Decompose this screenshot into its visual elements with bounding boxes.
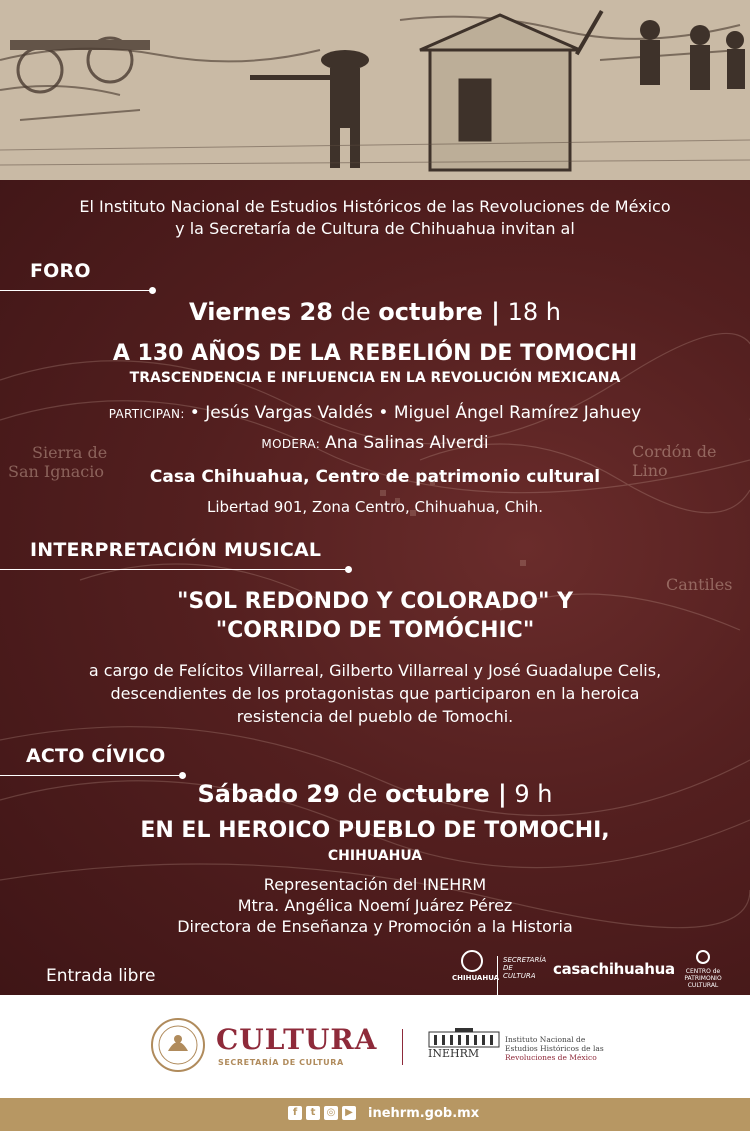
- map-label: Cordón de Lino: [632, 442, 717, 480]
- circle-icon: [696, 950, 710, 964]
- foro-day: Viernes 28: [189, 298, 333, 326]
- shield-icon: [461, 950, 483, 972]
- centro-patrimonio-text: CENTRO de PATRIMONIO CULTURAL: [684, 968, 722, 989]
- musical-songs: [0, 587, 750, 645]
- rep-line-1: Representación del INEHRM: [263, 875, 487, 894]
- cultura-logo-text: CULTURA: [216, 1023, 378, 1056]
- foro-month: octubre |: [378, 298, 500, 326]
- entrada-libre: Entrada libre: [46, 966, 156, 986]
- foro-address: Libertad 901, Zona Centro, Chihuahua, Chih.: [206, 498, 544, 516]
- civico-day: Sábado 29: [197, 780, 340, 808]
- foro-time: 18 h: [507, 298, 561, 326]
- secretaria-cultura-logo: [497, 956, 547, 995]
- engraving-illustration: [0, 0, 750, 180]
- civico-subtitle: CHIHUAHUA: [327, 848, 423, 864]
- centro-patrimonio-logo: [680, 950, 726, 990]
- website-link[interactable]: inehrm.gob.mx: [368, 1106, 480, 1121]
- inehrm-line-1: Instituto Nacional de: [505, 1035, 586, 1044]
- national-seal-icon: [150, 1017, 206, 1073]
- map-label: San Ignacio: [8, 462, 105, 481]
- song-line-2: "CORRIDO DE TOMÓCHIC": [215, 618, 535, 643]
- youtube-icon[interactable]: ▶: [342, 1106, 356, 1120]
- participants-names: • Jesús Vargas Valdés • Miguel Ángel Ramírez Jahuey: [189, 403, 642, 423]
- desc-line-3: resistencia del pueblo de Tomochi.: [236, 707, 514, 726]
- desc-line-1: a cargo de Felícitos Villarreal, Gilberto Villarreal y José Guadalupe Celis,: [88, 661, 662, 680]
- civico-representation: [0, 874, 750, 937]
- map-label: Sierra de: [32, 443, 108, 462]
- desc-line-2: descendientes de los protagonistas que participaron en la heroica: [110, 684, 640, 703]
- secretaria-cultura-text: SECRETARÍA DE CULTURA: [503, 956, 547, 980]
- inehrm-line-2: Estudios Históricos de las: [505, 1044, 604, 1053]
- footer-divider: [402, 1029, 403, 1065]
- foro-date: [0, 298, 750, 326]
- intro-line-2: y la Secretaría de Cultura de Chihuahua invitan al: [175, 219, 575, 238]
- casachihuahua-logo: casachihuahua: [553, 960, 675, 978]
- chihuahua-logo: [452, 950, 500, 990]
- foro-venue: Casa Chihuahua, Centro de patrimonio cultural: [149, 467, 601, 487]
- foro-title: A 130 AÑOS DE LA REBELIÓN DE TOMOCHI: [112, 341, 638, 366]
- section-rule: [0, 290, 152, 291]
- civico-month: octubre |: [385, 780, 507, 808]
- foro-moderator: [0, 433, 750, 453]
- map-label: Cantiles: [666, 575, 733, 594]
- section-rule: [0, 775, 182, 776]
- rep-line-3: Directora de Enseñanza y Promoción a la Historia: [177, 917, 573, 936]
- civico-title: EN EL HEROICO PUEBLO DE TOMOCHI,: [140, 818, 610, 843]
- instagram-icon[interactable]: ◎: [324, 1106, 338, 1120]
- bottom-bar: [0, 1098, 750, 1131]
- participan-label: PARTICIPAN:: [108, 407, 185, 421]
- foro-de: de: [340, 298, 371, 326]
- section-title-civico: ACTO CÍVICO: [26, 745, 166, 767]
- section-title-musical: INTERPRETACIÓN MUSICAL: [30, 539, 322, 561]
- civico-date: [0, 780, 750, 808]
- moderator-name: Ana Salinas Alverdi: [325, 433, 489, 453]
- modera-label: MODERA:: [261, 437, 321, 451]
- foro-participants: [0, 403, 750, 423]
- inehrm-full-name: [505, 1035, 604, 1062]
- intro-line-1: El Instituto Nacional de Estudios Históricos de las Revoluciones de México: [79, 197, 671, 216]
- civico-time: 9 h: [514, 780, 553, 808]
- inehrm-line-3: Revoluciones de México: [505, 1053, 597, 1062]
- foro-subtitle: TRASCENDENCIA E INFLUENCIA EN LA REVOLUCIÓN MEXICANA: [129, 370, 621, 386]
- section-title-foro: FORO: [30, 260, 91, 282]
- musical-description: [0, 659, 750, 728]
- song-line-1: "SOL REDONDO Y COLORADO" Y: [176, 589, 573, 614]
- twitter-icon[interactable]: t: [306, 1106, 320, 1120]
- intro-text: [0, 196, 750, 240]
- event-panel: [0, 180, 750, 995]
- chihuahua-logo-text: CHIHUAHUA: [452, 974, 500, 982]
- footer: [0, 995, 750, 1098]
- section-rule: [0, 569, 348, 570]
- facebook-icon[interactable]: f: [288, 1106, 302, 1120]
- social-links: [288, 1106, 356, 1120]
- rep-line-2: Mtra. Angélica Noemí Juárez Pérez: [237, 896, 513, 915]
- civico-de: de: [347, 780, 378, 808]
- cultura-subtitle: SECRETARÍA DE CULTURA: [218, 1058, 344, 1067]
- inehrm-logo-text: INEHRM: [428, 1047, 480, 1060]
- building-icon: [427, 1028, 501, 1048]
